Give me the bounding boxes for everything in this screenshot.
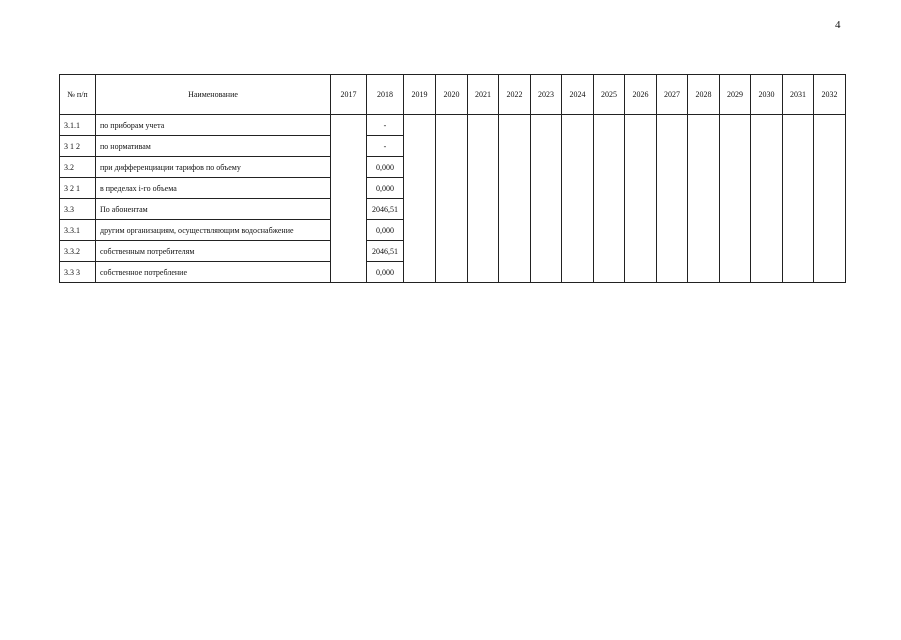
cell-empty [814,115,846,283]
header-year: 2025 [594,75,625,115]
header-year: 2031 [783,75,814,115]
table-header-row [60,75,846,115]
header-year: 2029 [720,75,751,115]
header-year: 2022 [499,75,531,115]
row-name: собственным потребителям [96,241,331,262]
cell-empty [625,115,657,283]
row-num: 3.3.1 [60,220,96,241]
header-name: Наименование [96,75,331,115]
row-num: 3 1 2 [60,136,96,157]
cell-empty [688,115,720,283]
cell-empty [594,115,625,283]
cell-2018: 0,000 [367,178,404,199]
header-year: 2024 [562,75,594,115]
cell-empty [720,115,751,283]
row-name: в пределах i-го объема [96,178,331,199]
row-num: 3.2 [60,157,96,178]
row-name: По абонентам [96,199,331,220]
header-year: 2027 [657,75,688,115]
header-year: 2030 [751,75,783,115]
header-num: № п/п [60,75,96,115]
cell-2018: 2046,51 [367,241,404,262]
header-year: 2032 [814,75,846,115]
header-year: 2021 [468,75,499,115]
data-table [59,74,846,283]
cell-2018: - [367,136,404,157]
header-year: 2026 [625,75,657,115]
cell-2018: 0,000 [367,157,404,178]
page-number: 4 [835,19,841,31]
cell-2018: 2046,51 [367,199,404,220]
row-name: собственное потребление [96,262,331,283]
cell-empty [499,115,531,283]
cell-empty [783,115,814,283]
cell-empty [468,115,499,283]
cell-2018: - [367,115,404,136]
cell-empty [404,115,436,283]
header-year: 2018 [367,75,404,115]
cell-empty [751,115,783,283]
cell-empty [436,115,468,283]
cell-empty [562,115,594,283]
row-num: 3.3 [60,199,96,220]
cell-2017 [331,115,367,283]
row-num: 3.3 3 [60,262,96,283]
row-name: по приборам учета [96,115,331,136]
row-num: 3.3.2 [60,241,96,262]
cell-empty [531,115,562,283]
row-num: 3 2 1 [60,178,96,199]
header-year: 2020 [436,75,468,115]
cell-empty [657,115,688,283]
row-num: 3.1.1 [60,115,96,136]
cell-2018: 0,000 [367,262,404,283]
cell-2018: 0,000 [367,220,404,241]
table-row [60,115,846,136]
row-name: по нормативам [96,136,331,157]
header-year: 2019 [404,75,436,115]
header-year: 2017 [331,75,367,115]
row-name: при дифференциации тарифов по объему [96,157,331,178]
header-year: 2028 [688,75,720,115]
row-name: другим организациям, осуществляющим водоснабжение [96,220,331,241]
header-year: 2023 [531,75,562,115]
